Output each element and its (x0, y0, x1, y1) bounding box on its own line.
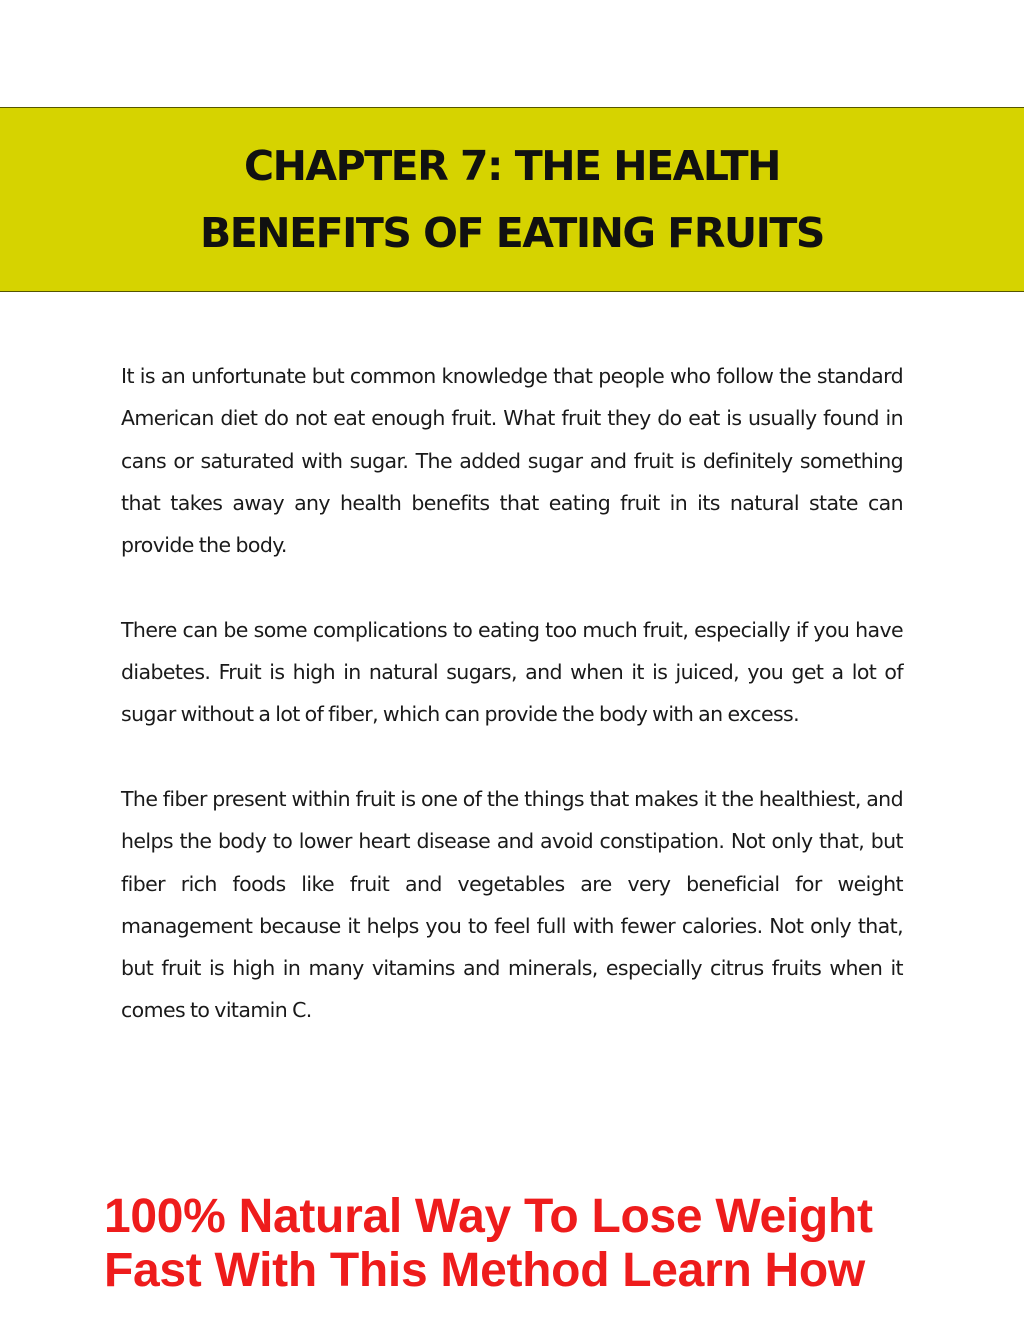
chapter-banner (0, 107, 1024, 292)
chapter-title-line-1: CHAPTER 7: THE HEALTH (244, 141, 780, 190)
paragraph-1: It is an unfortunate but common knowledge that people who follow the standard American diet do not eat enough fruit. What fruit they do eat is usually found in cans or saturated with sugar. The added sugar and fruit is definitely something that takes away any health benefits that eating fruit in its natural state can provide the body. (121, 364, 903, 558)
chapter-title-line-2: BENEFITS OF EATING FRUITS (200, 208, 824, 257)
promo-line-2[interactable]: Fast With This Method Learn How (104, 1244, 865, 1297)
paragraph-3: The fiber present within fruit is one of the things that makes it the healthiest, and helps the body to lower heart disease and avoid constipation. Not only that, but fiber rich foods like fruit and vegetables are very beneficial for weight management because it helps you to feel full with fewer calories. Not only that, but fruit is high in many vitamins and minerals, especially citrus fruits when it comes to vitamin C. (121, 786, 903, 1023)
body-text (121, 355, 903, 1074)
promo-link[interactable] (104, 1190, 984, 1298)
paragraph-2: There can be some complications to eating too much fruit, especially if you have diabetes. Fruit is high in natural sugars, and when it is juiced, you get a lot of sugar without a lot of fiber, which can provide the body with an excess. (121, 617, 903, 727)
promo-line-1[interactable]: 100% Natural Way To Lose Weight (104, 1190, 873, 1243)
